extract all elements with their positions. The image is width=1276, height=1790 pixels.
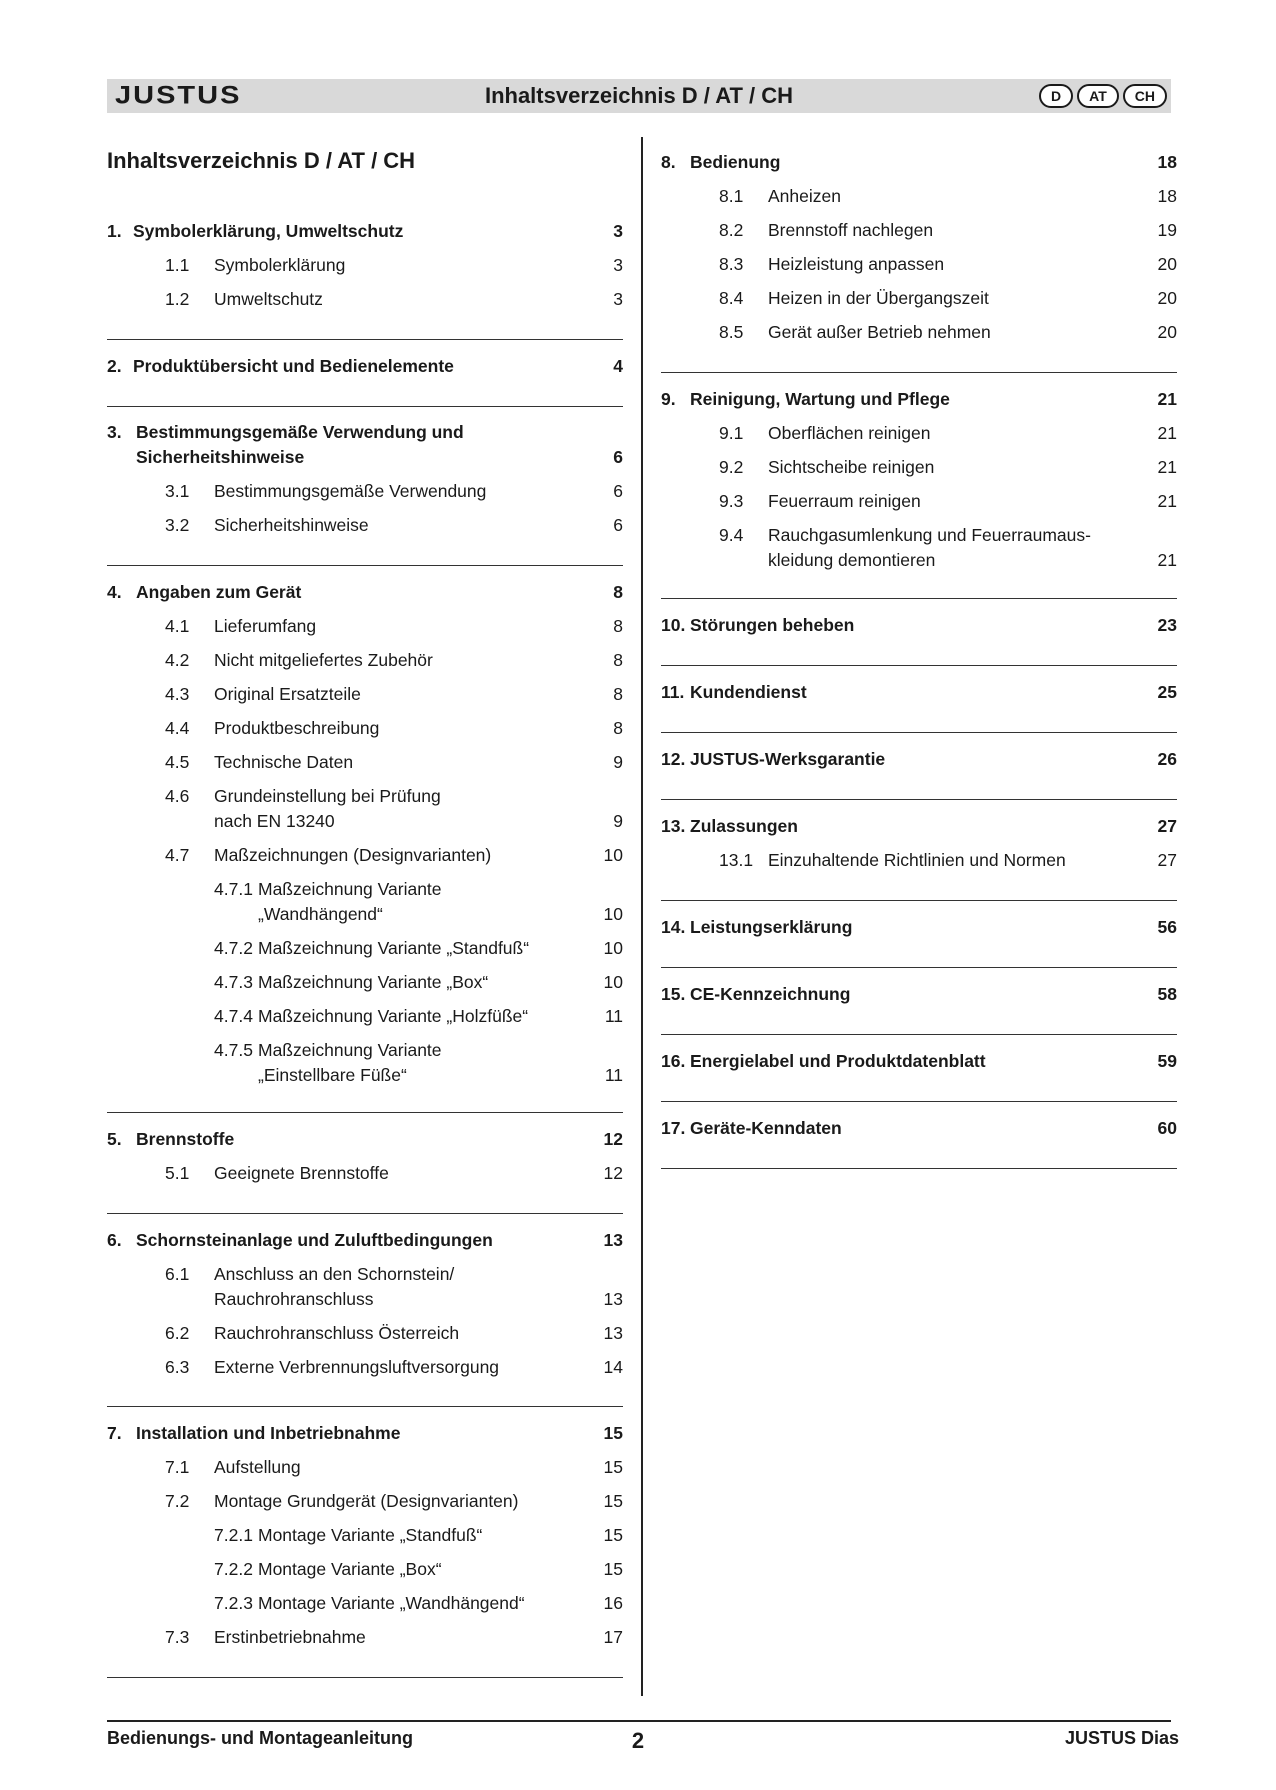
entry-page: 16 xyxy=(603,1593,623,1613)
section-separator xyxy=(107,1677,623,1678)
entry-page: 27 xyxy=(1157,816,1177,836)
entry-text xyxy=(214,784,441,834)
entry-number: 8. xyxy=(661,152,676,172)
entry-number: 10. xyxy=(661,615,686,635)
entry-text: Rauchrohranschluss Österreich xyxy=(214,1323,460,1343)
entry-page: 10 xyxy=(603,972,623,992)
entry-page: 18 xyxy=(1157,186,1177,206)
entry-text xyxy=(214,1262,454,1312)
entry-text: Maßzeichnung Variante „Holzfüße“ xyxy=(258,1006,529,1026)
entry-page: 9 xyxy=(613,752,623,772)
country-badges xyxy=(1039,84,1167,108)
entry-text-line2: „Einstellbare Füße“ xyxy=(258,1065,407,1085)
entry-page: 26 xyxy=(1157,749,1177,769)
entry-text: JUSTUS-Werksgarantie xyxy=(690,749,886,769)
section-separator xyxy=(661,598,1177,599)
entry-number: 7. xyxy=(107,1423,122,1443)
entry-text: Symbolerklärung, Umweltschutz xyxy=(133,221,404,241)
entry-number: 5.1 xyxy=(165,1163,190,1183)
entry-number: 3. xyxy=(107,422,122,442)
country-badge-d: D xyxy=(1039,84,1073,108)
entry-number: 1. xyxy=(107,221,122,241)
entry-page: 21 xyxy=(1157,389,1177,409)
entry-page: 59 xyxy=(1157,1051,1177,1071)
section-separator xyxy=(661,967,1177,968)
entry-text: Angaben zum Gerät xyxy=(136,582,302,602)
entry-number: 8.3 xyxy=(719,254,744,274)
entry-page: 11 xyxy=(604,1065,623,1085)
entry-page: 12 xyxy=(603,1163,623,1183)
entry-page: 23 xyxy=(1157,615,1177,635)
entry-number: 11. xyxy=(661,682,685,702)
entry-number: 7.2 xyxy=(165,1491,190,1511)
entry-page: 8 xyxy=(613,616,623,636)
entry-page: 8 xyxy=(613,650,623,670)
entry-page: 11 xyxy=(604,1006,623,1026)
entry-text: Installation und Inbetriebnahme xyxy=(136,1423,401,1443)
entry-text: Oberflächen reinigen xyxy=(768,423,931,443)
entry-text-line1: Maßzeichnung Variante xyxy=(258,879,442,899)
entry-page: 15 xyxy=(603,1559,623,1579)
section-separator xyxy=(107,1406,623,1407)
column-divider xyxy=(641,137,643,1696)
entry-number: 4.7.5 xyxy=(214,1040,253,1060)
entry-number: 17. xyxy=(661,1118,686,1138)
entry-text: Brennstoff nachlegen xyxy=(768,220,934,240)
entry-page: 9 xyxy=(613,811,623,831)
entry-text: Montage Variante „Standfuß“ xyxy=(258,1525,483,1545)
entry-number: 4.7.3 xyxy=(214,972,253,992)
entry-number: 3.1 xyxy=(165,481,190,501)
section-separator xyxy=(107,339,623,340)
entry-text: Erstinbetriebnahme xyxy=(214,1627,366,1647)
entry-page: 8 xyxy=(613,582,623,602)
entry-text: Original Ersatzteile xyxy=(214,684,361,704)
entry-number: 8.4 xyxy=(719,288,744,308)
entry-text-line1: Bestimmungsgemäße Verwendung und xyxy=(136,422,464,442)
section-separator xyxy=(661,900,1177,901)
entry-number: 7.3 xyxy=(165,1627,190,1647)
entry-number: 9. xyxy=(661,389,676,409)
entry-text: Montage Variante „Wandhängend“ xyxy=(258,1593,525,1613)
entry-page: 13 xyxy=(603,1230,623,1250)
entry-text: Technische Daten xyxy=(214,752,354,772)
country-badge-at: AT xyxy=(1077,84,1119,108)
entry-page: 15 xyxy=(603,1457,623,1477)
entry-text: Aufstellung xyxy=(214,1457,301,1477)
entry-page: 56 xyxy=(1157,917,1177,937)
entry-number: 6.3 xyxy=(165,1357,190,1377)
entry-number: 9.4 xyxy=(719,525,744,545)
entry-number: 4.7 xyxy=(165,845,190,865)
entry-text: Heizleistung anpassen xyxy=(768,254,945,274)
entry-page: 13 xyxy=(603,1323,623,1343)
entry-page: 8 xyxy=(613,684,623,704)
entry-text: Schornsteinanlage und Zuluftbedingungen xyxy=(136,1230,493,1250)
entry-number: 9.3 xyxy=(719,491,744,511)
entry-text: Symbolerklärung xyxy=(214,255,346,275)
entry-page: 19 xyxy=(1157,220,1177,240)
entry-page: 27 xyxy=(1157,850,1177,870)
entry-text-line2: Sicherheitshinweise xyxy=(136,447,305,467)
entry-number: 15. xyxy=(661,984,686,1004)
entry-number: 5. xyxy=(107,1129,122,1149)
entry-page: 21 xyxy=(1157,457,1177,477)
entry-text: Energielabel und Produktdatenblatt xyxy=(690,1051,986,1071)
entry-number: 6.2 xyxy=(165,1323,190,1343)
entry-text: Reinigung, Wartung und Pflege xyxy=(690,389,950,409)
entry-text: Einzuhaltende Richtlinien und Normen xyxy=(768,850,1066,870)
entry-text-line1: Anschluss an den Schornstein/ xyxy=(214,1264,455,1284)
entry-number: 6. xyxy=(107,1230,122,1250)
entry-text: Kundendienst xyxy=(690,682,807,702)
entry-number: 4.4 xyxy=(165,718,190,738)
entry-text: Bedienung xyxy=(690,152,781,172)
entry-text: Geeignete Brennstoffe xyxy=(214,1163,389,1183)
entry-text: Geräte-Kenndaten xyxy=(690,1118,842,1138)
entry-page: 21 xyxy=(1157,491,1177,511)
entry-page: 58 xyxy=(1157,984,1177,1004)
entry-page: 3 xyxy=(613,221,623,241)
entry-page: 6 xyxy=(613,515,623,535)
entry-page: 15 xyxy=(603,1525,623,1545)
entry-number: 8.2 xyxy=(719,220,744,240)
entry-text: Nicht mitgeliefertes Zubehör xyxy=(214,650,433,670)
entry-page: 12 xyxy=(603,1129,623,1149)
entry-number: 16. xyxy=(661,1051,686,1071)
section-separator xyxy=(661,372,1177,373)
entry-text: Brennstoffe xyxy=(136,1129,235,1149)
section-separator xyxy=(107,1112,623,1113)
entry-page: 21 xyxy=(1157,550,1177,570)
entry-page: 13 xyxy=(603,1289,623,1309)
entry-number: 4.2 xyxy=(165,650,190,670)
section-separator xyxy=(661,1101,1177,1102)
entry-number: 1.1 xyxy=(165,255,190,275)
entry-text: Umweltschutz xyxy=(214,289,323,309)
entry-number: 8.1 xyxy=(719,186,744,206)
entry-page: 6 xyxy=(613,447,623,467)
entry-page: 6 xyxy=(613,481,623,501)
section-separator xyxy=(107,565,623,566)
header-title: Inhaltsverzeichnis D / AT / CH xyxy=(484,83,794,108)
entry-page: 25 xyxy=(1157,682,1177,702)
entry-number: 8.5 xyxy=(719,322,744,342)
entry-text xyxy=(136,420,464,470)
entry-text: Maßzeichnung Variante „Standfuß“ xyxy=(258,938,530,958)
entry-number: 12. xyxy=(661,749,686,769)
entry-page: 20 xyxy=(1157,322,1177,342)
entry-text: Lieferumfang xyxy=(214,616,317,636)
entry-text: Sichtscheibe reinigen xyxy=(768,457,935,477)
entry-text: Bestimmungsgemäße Verwendung xyxy=(214,481,487,501)
page-number: 2 xyxy=(631,1728,645,1753)
entry-text: Gerät außer Betrieb nehmen xyxy=(768,322,991,342)
entry-number: 9.1 xyxy=(719,423,744,443)
entry-text: Externe Verbrennungsluftversorgung xyxy=(214,1357,500,1377)
entry-page: 18 xyxy=(1157,152,1177,172)
entry-text: Maßzeichnungen (Designvarianten) xyxy=(214,845,492,865)
entry-text xyxy=(768,523,1091,573)
entry-number: 7.2.3 xyxy=(214,1593,253,1613)
entry-text-line2: Rauchrohranschluss xyxy=(214,1289,374,1309)
entry-text: CE-Kennzeichnung xyxy=(690,984,851,1004)
entry-number: 7.1 xyxy=(165,1457,190,1477)
entry-text: Montage Grundgerät (Designvarianten) xyxy=(214,1491,519,1511)
entry-page: 8 xyxy=(613,718,623,738)
entry-number: 13. xyxy=(661,816,686,836)
entry-text: Montage Variante „Box“ xyxy=(258,1559,442,1579)
entry-text-line1: Rauchgasumlenkung und Feuerraumaus- xyxy=(768,525,1091,545)
entry-page: 14 xyxy=(603,1357,623,1377)
entry-page: 20 xyxy=(1157,254,1177,274)
entry-number: 2. xyxy=(107,356,122,376)
entry-text: Produktübersicht und Bedienelemente xyxy=(133,356,454,376)
entry-text xyxy=(258,877,442,927)
entry-number: 14. xyxy=(661,917,686,937)
section-separator xyxy=(661,665,1177,666)
entry-text-line2: „Wandhängend“ xyxy=(258,904,383,924)
entry-number: 4.7.1 xyxy=(214,879,253,899)
entry-text: Feuerraum reinigen xyxy=(768,491,921,511)
entry-text: Sicherheitshinweise xyxy=(214,515,369,535)
entry-text: Leistungserklärung xyxy=(690,917,853,937)
entry-number: 9.2 xyxy=(719,457,744,477)
justus-logo: JUSTUS xyxy=(115,82,242,110)
entry-page: 4 xyxy=(613,356,623,376)
footer-product-name: JUSTUS Dias xyxy=(1064,1728,1179,1748)
section-separator xyxy=(661,1034,1177,1035)
entry-page: 60 xyxy=(1157,1118,1177,1138)
section-separator xyxy=(107,406,623,407)
section-separator xyxy=(661,732,1177,733)
entry-page: 15 xyxy=(603,1423,623,1443)
entry-page: 10 xyxy=(603,845,623,865)
entry-number: 4.7.2 xyxy=(214,938,253,958)
entry-number: 3.2 xyxy=(165,515,190,535)
entry-number: 1.2 xyxy=(165,289,190,309)
entry-text-line2: nach EN 13240 xyxy=(214,811,335,831)
entry-number: 13.1 xyxy=(719,850,754,870)
entry-number: 6.1 xyxy=(165,1264,190,1284)
entry-page: 10 xyxy=(603,938,623,958)
entry-text: Maßzeichnung Variante „Box“ xyxy=(258,972,489,992)
section-separator xyxy=(661,1168,1177,1169)
entry-number: 7.2.1 xyxy=(214,1525,253,1545)
entry-text-line1: Maßzeichnung Variante xyxy=(258,1040,442,1060)
section-separator xyxy=(661,799,1177,800)
toc-title: Inhaltsverzeichnis D / AT / CH xyxy=(107,148,416,173)
entry-text: Heizen in der Übergangszeit xyxy=(768,288,989,308)
entry-page: 17 xyxy=(603,1627,623,1647)
entry-page: 3 xyxy=(613,289,623,309)
entry-page: 10 xyxy=(603,904,623,924)
footer-rule xyxy=(107,1720,1171,1722)
entry-number: 4.1 xyxy=(165,616,190,636)
footer-document-title: Bedienungs- und Montageanleitung xyxy=(107,1728,413,1748)
entry-text-line1: Grundeinstellung bei Prüfung xyxy=(214,786,441,806)
entry-page: 20 xyxy=(1157,288,1177,308)
entry-number: 4.5 xyxy=(165,752,190,772)
entry-number: 4.3 xyxy=(165,684,190,704)
entry-text-line2: kleidung demontieren xyxy=(768,550,936,570)
entry-page: 3 xyxy=(613,255,623,275)
entry-text: Störungen beheben xyxy=(690,615,855,635)
entry-text: Zulassungen xyxy=(690,816,798,836)
entry-page: 21 xyxy=(1157,423,1177,443)
entry-page: 15 xyxy=(603,1491,623,1511)
country-badge-ch: CH xyxy=(1123,84,1167,108)
entry-number: 4.6 xyxy=(165,786,190,806)
entry-text: Anheizen xyxy=(768,186,841,206)
section-separator xyxy=(107,1213,623,1214)
entry-number: 7.2.2 xyxy=(214,1559,253,1579)
entry-text: Produktbeschreibung xyxy=(214,718,380,738)
entry-number: 4. xyxy=(107,582,122,602)
page-header xyxy=(107,79,1171,113)
entry-text xyxy=(258,1038,442,1088)
entry-number: 4.7.4 xyxy=(214,1006,253,1026)
